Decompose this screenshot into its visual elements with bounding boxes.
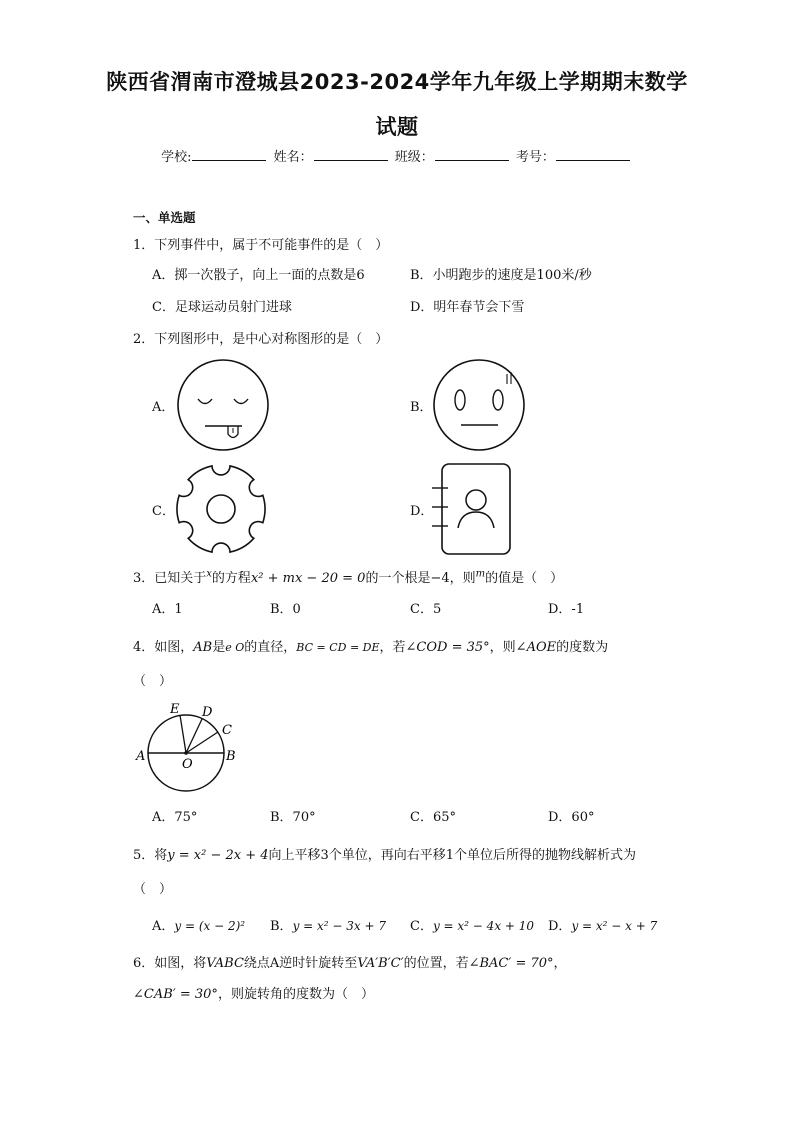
exam-number-label: 考号：	[515, 150, 555, 165]
q5-option-b-formula: y = x² − 3x + 7	[292, 919, 387, 933]
gear-center-hole	[207, 495, 235, 523]
school-label: 学校:	[161, 150, 192, 165]
gear-outline	[177, 466, 265, 552]
q3-var-m: m	[475, 568, 486, 580]
q4-stem-part: 是	[212, 640, 226, 655]
q1-option-c: C．足球运动员射门进球	[152, 300, 292, 315]
q3-stem-part: 的值是（ ）	[485, 571, 564, 586]
q5-option-a-prefix: A．	[152, 919, 175, 934]
q3-var-x: x	[206, 568, 212, 580]
q4-circle: e O	[225, 641, 245, 654]
q4-condition: ∠COD = 35°	[405, 640, 490, 655]
q4-stem-part: 的度数为	[556, 640, 609, 655]
q3-stem-part: 3．已知关于	[133, 571, 207, 586]
q4-option-c: C．65°	[410, 810, 456, 825]
class-label: 班级：	[394, 150, 434, 165]
q6-condition-2: ∠CAB′ = 30°	[133, 987, 218, 1002]
q4-label-o: O	[182, 757, 193, 772]
q5-option-d-prefix: D．	[548, 919, 572, 934]
q5-option-a	[152, 915, 245, 934]
q3-option-c: C．5	[410, 602, 442, 617]
exam-number-blank	[556, 148, 630, 161]
q6-condition-1: ∠BAC′ = 70°	[468, 956, 554, 971]
q3-equation: x² + mx − 20 = 0	[250, 571, 366, 586]
q4-option-b: B．70°	[270, 810, 316, 825]
q4-circle-figure	[136, 700, 246, 800]
q5-option-c-prefix: C．	[410, 919, 433, 934]
q2-option-b-face-figure	[432, 358, 526, 452]
q4-stem-part: 的直径，	[244, 640, 297, 655]
q6-stem-part: 6．如图，将	[133, 956, 207, 971]
q5-answer-paren: （ ）	[133, 882, 173, 897]
q5-stem-part: 向上平移3个单位，再向右平移1个单位后所得的抛物线解析式为	[268, 848, 637, 863]
q4-label-e: E	[170, 702, 180, 717]
question-4-stem	[133, 636, 608, 655]
q6-stem-part: 绕点A逆时针旋转至	[243, 956, 358, 971]
q6-triangle-1: VABC	[206, 956, 244, 971]
q6-stem-part: 的位置，若	[403, 956, 469, 971]
question-1-stem: 1．下列事件中，属于不可能事件的是（ ）	[133, 238, 389, 253]
q4-asked-angle: ∠AOE	[515, 640, 557, 655]
class-blank	[435, 148, 509, 161]
q4-label-c: C	[222, 723, 232, 738]
q3-option-b: B．0	[270, 602, 301, 617]
q1-option-a: A．掷一次骰子，向上一面的点数是6	[152, 268, 365, 283]
q2-option-a-face-figure	[176, 358, 270, 452]
q6-stem-part: ，则旋转角的度数为（ ）	[217, 987, 374, 1002]
q3-stem-part: 的一个根是−4，则	[365, 571, 476, 586]
question-6-stem	[133, 952, 567, 971]
q5-option-c-formula: y = x² − 4x + 10	[432, 919, 535, 933]
q5-option-b	[270, 915, 386, 934]
name-blank	[314, 148, 388, 161]
q4-arcs: BC = CD = DE	[296, 641, 380, 654]
q2-option-d-label: D．	[410, 504, 434, 519]
q6-stem-part: ，	[553, 956, 567, 971]
q4-answer-paren: （ ）	[133, 674, 173, 689]
name-label: 姓名：	[273, 150, 313, 165]
q5-option-a-formula: y = (x − 2)²	[174, 919, 246, 933]
q2-option-c-gear-figure	[174, 462, 268, 556]
school-blank	[192, 148, 266, 161]
q1-option-d: D．明年春节会下雪	[410, 300, 525, 315]
q5-option-d	[548, 915, 657, 934]
q4-option-d: D．60°	[548, 810, 595, 825]
q4-diameter: AB	[193, 640, 213, 655]
q3-option-d: D．-1	[548, 602, 585, 617]
q4-stem-part: ，则	[489, 640, 516, 655]
question-5-stem	[133, 844, 636, 863]
q5-option-b-prefix: B．	[270, 919, 293, 934]
q6-triangle-2: VA′B′C′	[357, 956, 404, 971]
student-info-row	[0, 146, 794, 165]
exam-title-line1: 陕西省渭南市澄城县2023-2024学年九年级上学期期末数学	[106, 70, 688, 94]
q5-option-c	[410, 915, 534, 934]
q4-stem-part: 4．如图，	[133, 640, 194, 655]
question-3-stem	[133, 567, 563, 586]
q5-equation: y = x² − 2x + 4	[167, 848, 269, 863]
question-2-stem: 2．下列图形中，是中心对称图形的是（ ）	[133, 332, 389, 347]
q2-option-a-label: A．	[152, 400, 175, 415]
q5-stem-part: 5．将	[133, 848, 168, 863]
q4-label-b: B	[226, 749, 236, 764]
section-heading: 一、单选题	[133, 210, 196, 225]
question-6-stem-line2	[133, 983, 374, 1002]
exam-title-line2: 试题	[375, 115, 419, 139]
q2-option-b-label: B．	[410, 400, 433, 415]
q4-option-a: A．75°	[152, 810, 198, 825]
q4-label-d: D	[202, 705, 213, 720]
q2-option-d-contact-book-figure	[430, 462, 514, 556]
q3-stem-part: 的方程	[211, 571, 251, 586]
q4-stem-part: ，若	[379, 640, 406, 655]
q3-option-a: A．1	[152, 602, 183, 617]
q2-option-c-label: C．	[152, 504, 175, 519]
q5-option-d-formula: y = x² − x + 7	[571, 919, 658, 933]
q4-label-a: A	[136, 749, 146, 764]
q1-option-b: B．小明跑步的速度是100米/秒	[410, 268, 592, 283]
